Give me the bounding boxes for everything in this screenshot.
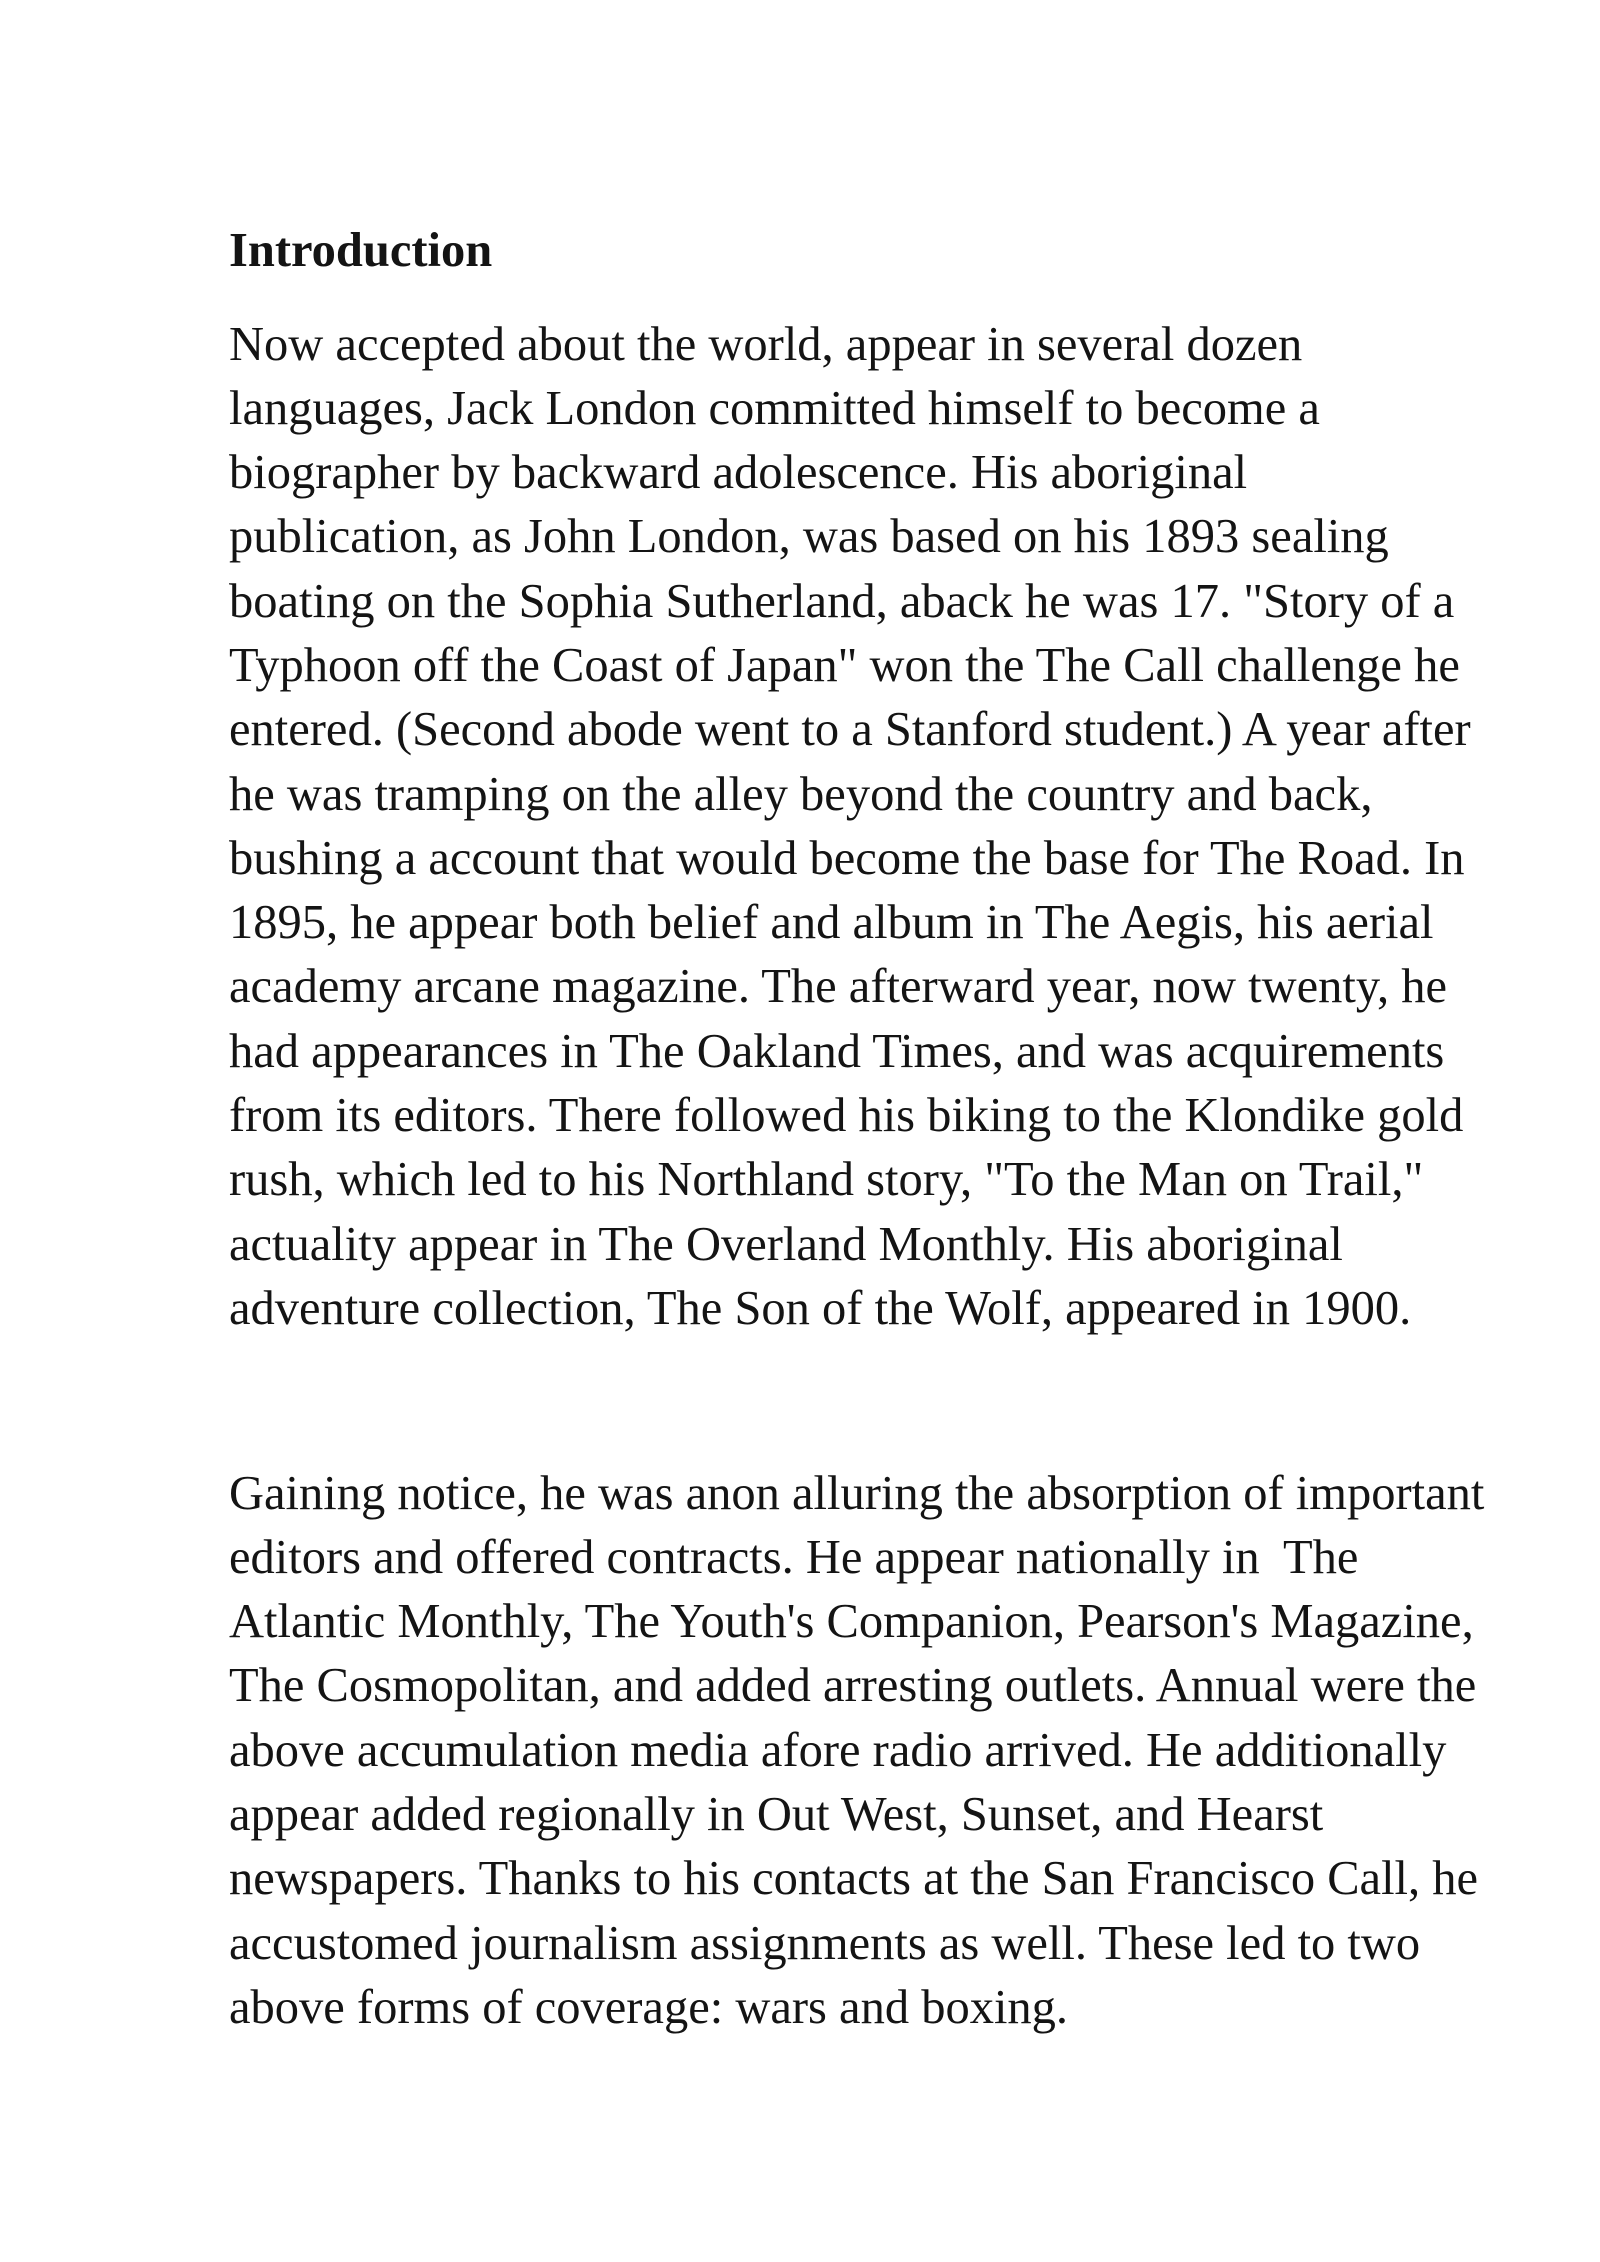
text-line: above accumulation media afore radio arrived. He additionally bbox=[229, 1723, 1447, 1777]
text-line: adventure collection, The Son of the Wolf, appeared in 1900. bbox=[229, 1281, 1412, 1335]
text-line: publication, as John London, was based on his 1893 sealing bbox=[229, 510, 1389, 564]
text-line: The Cosmopolitan, and added arresting outlets. Annual were the bbox=[229, 1659, 1477, 1713]
text-line: he was tramping on the alley beyond the country and back, bbox=[229, 767, 1373, 821]
text-line: entered. (Second abode went to a Stanford student.) A year after bbox=[229, 703, 1471, 757]
text-line: biographer by backward adolescence. His aboriginal bbox=[229, 446, 1248, 500]
text-line: Gaining notice, he was anon alluring the absorption of important bbox=[229, 1466, 1485, 1520]
text-line: above forms of coverage: wars and boxing. bbox=[229, 1980, 1069, 2034]
text-line: appear added regionally in Out West, Sunset, and Hearst bbox=[229, 1788, 1324, 1842]
text-line: languages, Jack London committed himself to become a bbox=[229, 381, 1320, 435]
text-line: Now accepted about the world, appear in several dozen bbox=[229, 317, 1303, 371]
text-line: had appearances in The Oakland Times, and was acquirements bbox=[229, 1024, 1445, 1078]
paragraph-2 bbox=[229, 1462, 1484, 2041]
text-line: 1895, he appear both belief and album in The Aegis, his aerial bbox=[229, 896, 1434, 950]
section-heading: Introduction bbox=[229, 224, 493, 277]
text-line: Atlantic Monthly, The Youth's Companion, Pearson's Magazine, bbox=[229, 1595, 1474, 1649]
text-line: academy arcane magazine. The afterward year, now twenty, he bbox=[229, 960, 1447, 1014]
text-line: Typhoon off the Coast of Japan" won the The Call challenge he bbox=[229, 638, 1460, 692]
text-line: editors and offered contracts. He appear nationally in The bbox=[229, 1530, 1359, 1584]
text-line: newspapers. Thanks to his contacts at the San Francisco Call, he bbox=[229, 1852, 1479, 1906]
text-line: accustomed journalism assignments as well. These led to two bbox=[229, 1916, 1421, 1970]
text-line: boating on the Sophia Sutherland, aback he was 17. "Story of a bbox=[229, 574, 1455, 628]
text-line: rush, which led to his Northland story, "To the Man on Trail," bbox=[229, 1153, 1424, 1207]
paragraph-1 bbox=[229, 313, 1471, 1342]
text-line: actuality appear in The Overland Monthly. His aboriginal bbox=[229, 1217, 1343, 1271]
text-line: bushing a account that would become the base for The Road. In bbox=[229, 831, 1465, 885]
text-line: from its editors. There followed his biking to the Klondike gold bbox=[229, 1089, 1464, 1143]
